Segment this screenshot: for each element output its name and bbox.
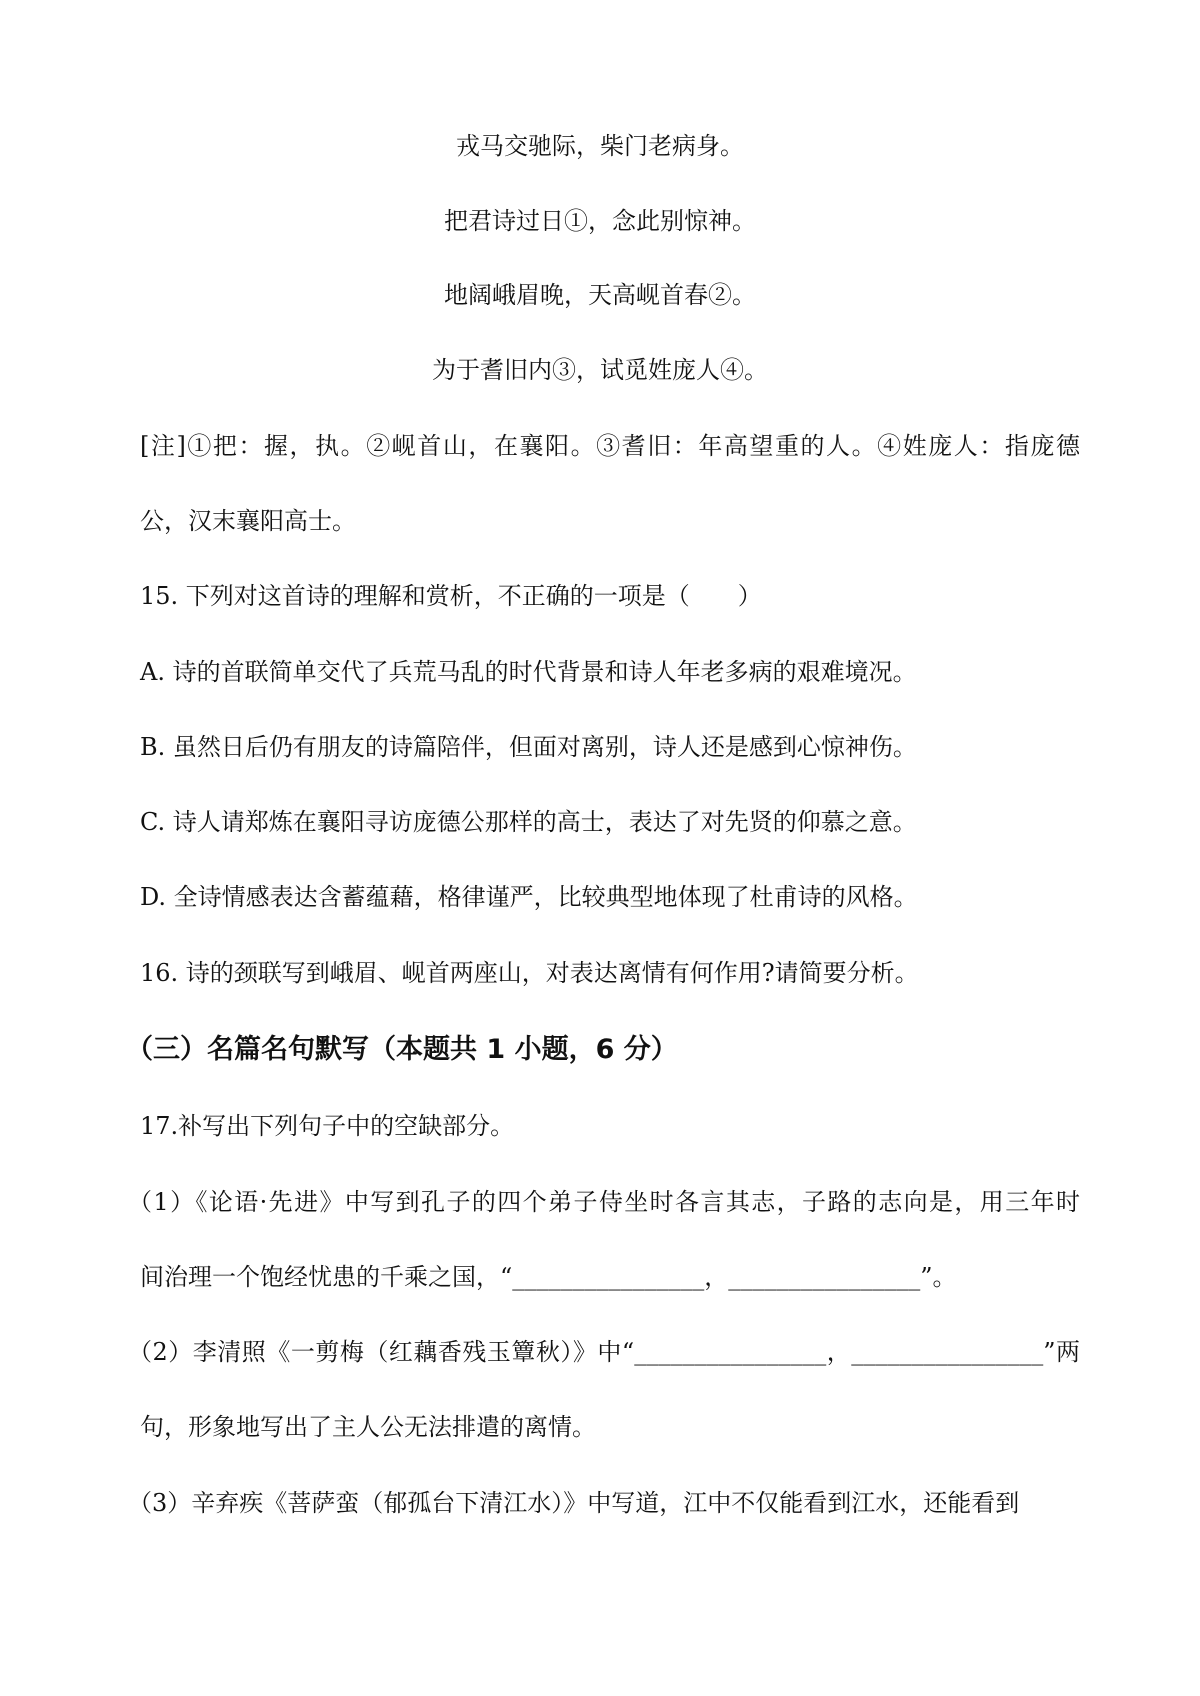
question-17-item-1-line-1: （1）《论语·先进》中写到孔子的四个弟子侍坐时各言其志，子路的志向是，用三年时 <box>128 1188 1080 1216</box>
section-3-heading: （三）名篇名句默写（本题共 1 小题，6 分） <box>126 1034 678 1065</box>
poem-line-2: 把君诗过日①，念此别惊神。 <box>444 207 756 235</box>
poem-line-1: 戎马交驰际，柴门老病身。 <box>456 132 744 160</box>
question-17-item-3-line-1: （3）辛弃疾《菩萨蛮（郁孤台下清江水）》中写道，江中不仅能看到江水，还能看到 <box>128 1489 1020 1517</box>
question-15-option-d: D. 全诗情感表达含蓄蕴藉，格律谨严，比较典型地体现了杜甫诗的风格。 <box>140 883 918 911</box>
note-line-1: [注]①把：握，执。②岘首山，在襄阳。③耆旧：年高望重的人。④姓庞人：指庞德 <box>140 432 1080 460</box>
question-17-item-2-line-2: 句，形象地写出了主人公无法排遣的离情。 <box>140 1413 596 1441</box>
note-line-2: 公，汉末襄阳高士。 <box>140 507 356 535</box>
question-16-stem: 16. 诗的颈联写到峨眉、岘首两座山，对表达离情有何作用?请简要分析。 <box>140 959 919 987</box>
poem-line-3: 地阔峨眉晚，天高岘首春②。 <box>444 281 756 309</box>
question-15-option-a: A. 诗的首联简单交代了兵荒马乱的时代背景和诗人年老多病的艰难境况。 <box>140 658 917 686</box>
question-15-option-b: B. 虽然日后仍有朋友的诗篇陪伴，但面对离别，诗人还是感到心惊神伤。 <box>140 733 917 761</box>
poem-line-4: 为于耆旧内③，试觅姓庞人④。 <box>432 356 768 384</box>
question-17-item-2-line-1: （2）李清照《一剪梅（红藕香残玉簟秋）》中“________________，________________”两 <box>128 1338 1080 1366</box>
question-15-option-c: C. 诗人请郑炼在襄阳寻访庞德公那样的高士，表达了对先贤的仰慕之意。 <box>140 808 917 836</box>
question-17-stem: 17.补写出下列句子中的空缺部分。 <box>140 1112 515 1140</box>
question-17-item-1-line-2: 间治理一个饱经忧患的千乘之国，“________________，________________”。 <box>140 1263 957 1291</box>
question-15-stem: 15. 下列对这首诗的理解和赏析，不正确的一项是（ ） <box>140 582 762 610</box>
